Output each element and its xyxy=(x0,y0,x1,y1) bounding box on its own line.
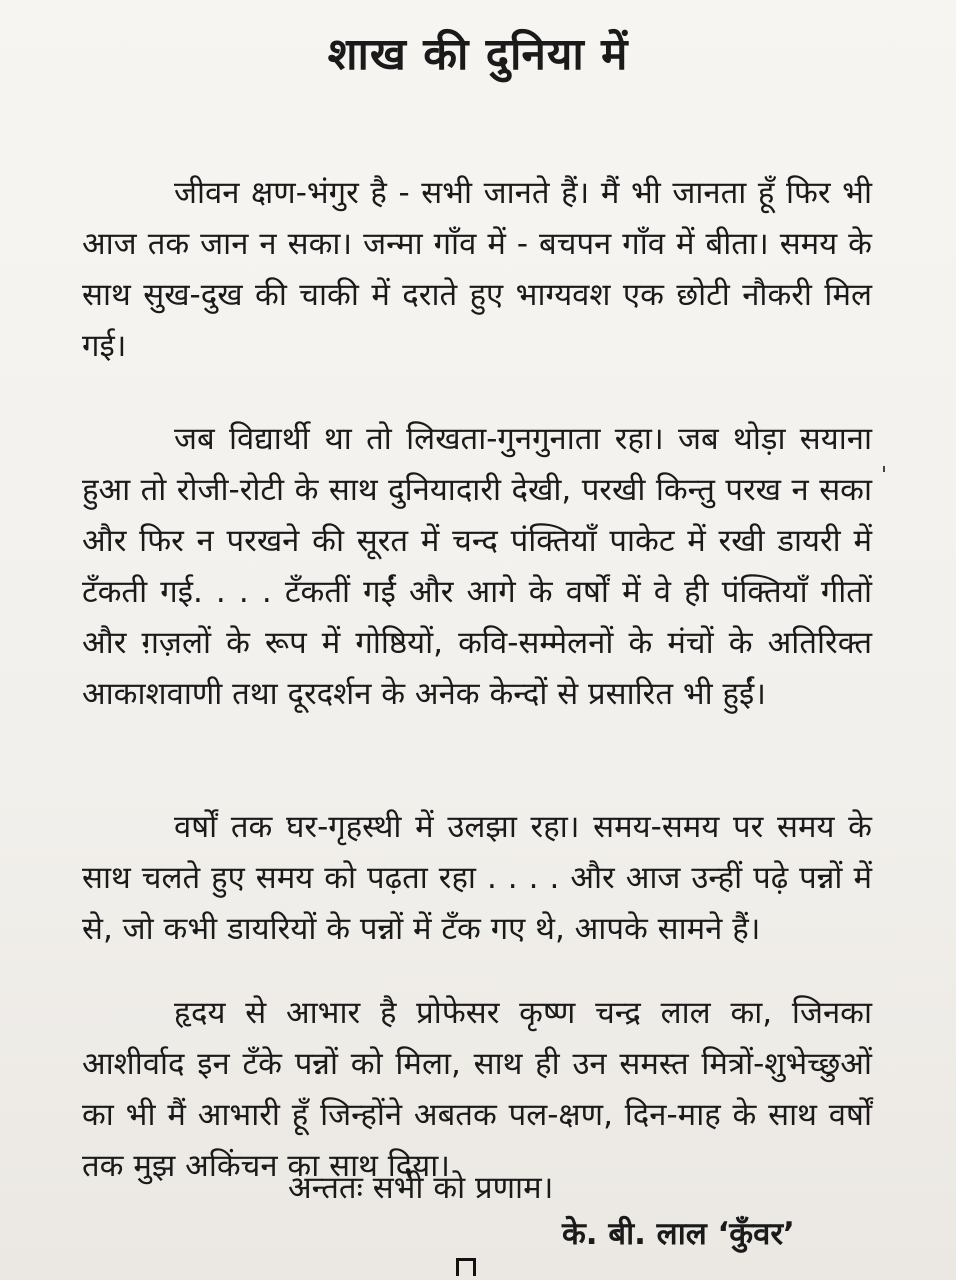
paragraph-1: जीवन क्षण-भंगुर है - सभी जानते हैं। मैं भी जानता हूँ फिर भी आज तक जान न सका। जन्मा गाँव में - बचपन गाँव में बीता। समय के साथ सुख-दुख की चाकी में दराते हुए भाग्यवश एक छोटी नौकरी मिल गई। xyxy=(82,175,872,364)
ink-speck xyxy=(883,466,885,472)
paragraph-4: हृदय से आभार है प्रोफेसर कृष्ण चन्द्र लाल का, जिनका आशीर्वाद इन टँके पन्नों को मिला, साथ ही उन समस्त मित्रों-शुभेच्छुओं का भी मैं आभारी हूँ जिन्होंने अबतक पल-क्षण, दिन-माह के साथ वर्षों तक मुझ अकिंचन का साथ दिया। xyxy=(82,995,872,1184)
paragraph-3: वर्षों तक घर-गृहस्थी में उलझा रहा। समय-समय पर समय के साथ चलते हुए समय को पढ़ता रहा . . . . और आज उन्हीं पढ़े पन्नों में से, जो कभी डायरियों के पन्नों में टँक गए थे, आपके सामने हैं। xyxy=(82,809,872,947)
author-signature: के. बी. लाल ‘कुँवर’ xyxy=(562,1216,795,1252)
page-title: शाख की दुनिया में xyxy=(327,29,629,80)
closing-line: अन्ततः सभी को प्रणाम। xyxy=(288,1170,554,1206)
page-number-mark xyxy=(456,1258,476,1276)
paragraph-2: जब विद्यार्थी था तो लिखता-गुनगुनाता रहा। जब थोड़ा सयाना हुआ तो रोजी-रोटी के साथ दुनियादारी देखी, परखी किन्तु परख न सका और फिर न परखने की सूरत में चन्द पंक्तियाँ पाकेट में रखी डायरी में टँकती गई. . . . टँकतीं गईं और आगे के वर्षों में वे ही पंक्तियाँ गीतों और ग़ज़लों के रूप में गोष्ठियों, कवि-सम्मेलनों के मंचों के अतिरिक्त आकाशवाणी तथा दूरदर्शन के अनेक केन्दों से प्रसारित भी हुईं। xyxy=(82,421,872,712)
